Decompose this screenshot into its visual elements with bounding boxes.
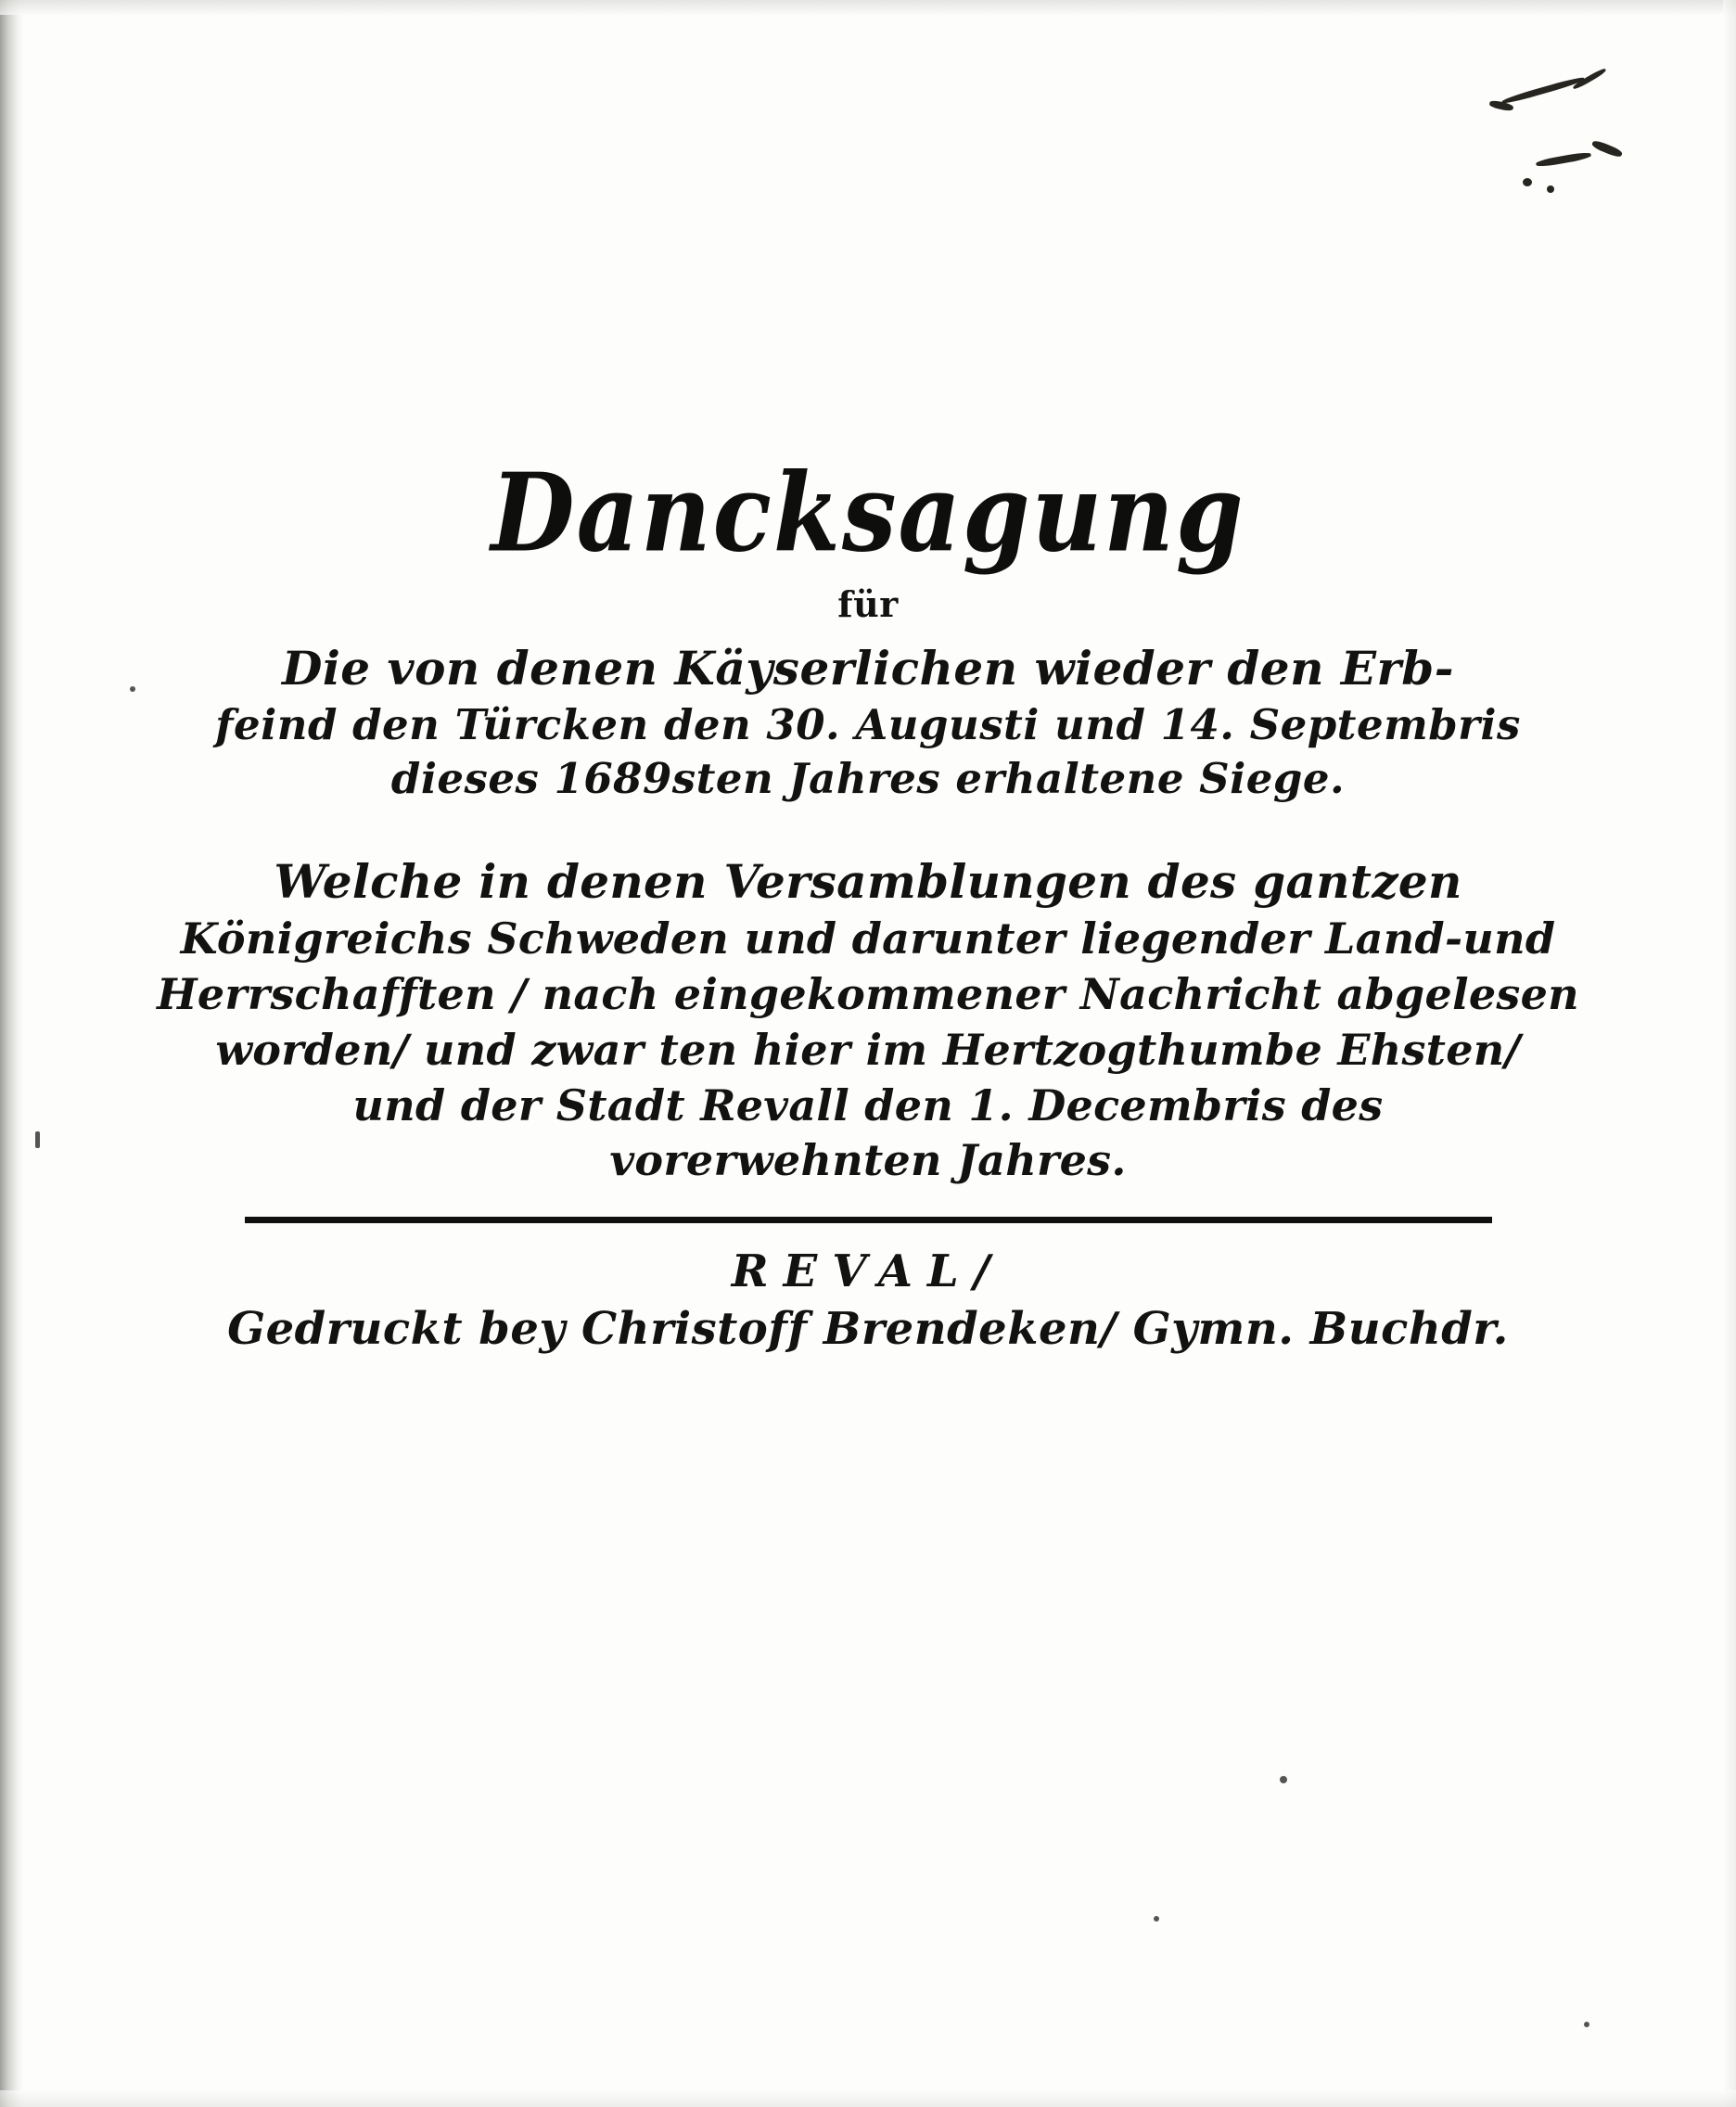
body-line: und der Stadt Revall den 1. Decembris des (352, 1079, 1384, 1130)
paper-speck (1280, 1776, 1287, 1783)
body-line: vorerwehnten Jahres. (609, 1135, 1127, 1186)
subtitle-line: dieses 1689sten Jahres erhaltene Siege. (390, 753, 1346, 803)
imprint-place: REVAL/ (731, 1245, 1005, 1298)
subtitle-line: Die von denen Käyserlichen wieder den Erb- (281, 641, 1455, 696)
body-line: worden/ und zwar ten hier im Hertzogthumbe Ehsten/ (215, 1024, 1521, 1075)
imprint-block (0, 1247, 1736, 1355)
body-line: Herrschafften / nach eingekommener Nachricht abgelesen (157, 968, 1579, 1019)
body-line: Königreichs Schweden und darunter liegender Land-und (180, 913, 1556, 964)
title-connector: für (837, 583, 899, 625)
subtitle-line: feind den Türcken den 30. Augusti und 14. Septembris (215, 700, 1521, 749)
paper-speck (1154, 1916, 1159, 1922)
horizontal-rule (245, 1217, 1492, 1223)
subtitle-block (0, 639, 1736, 805)
body-block (0, 851, 1736, 1189)
page-title: Dancksagung (491, 448, 1245, 577)
scan-edge-bottom (0, 2090, 1736, 2107)
paper-speck (1584, 2022, 1589, 2027)
imprint-printer: Gedruckt bey Christoff Brendeken/ Gymn. Buchdr. (227, 1302, 1509, 1355)
body-line: Welche in denen Versamblungen des gantzen (274, 854, 1462, 910)
